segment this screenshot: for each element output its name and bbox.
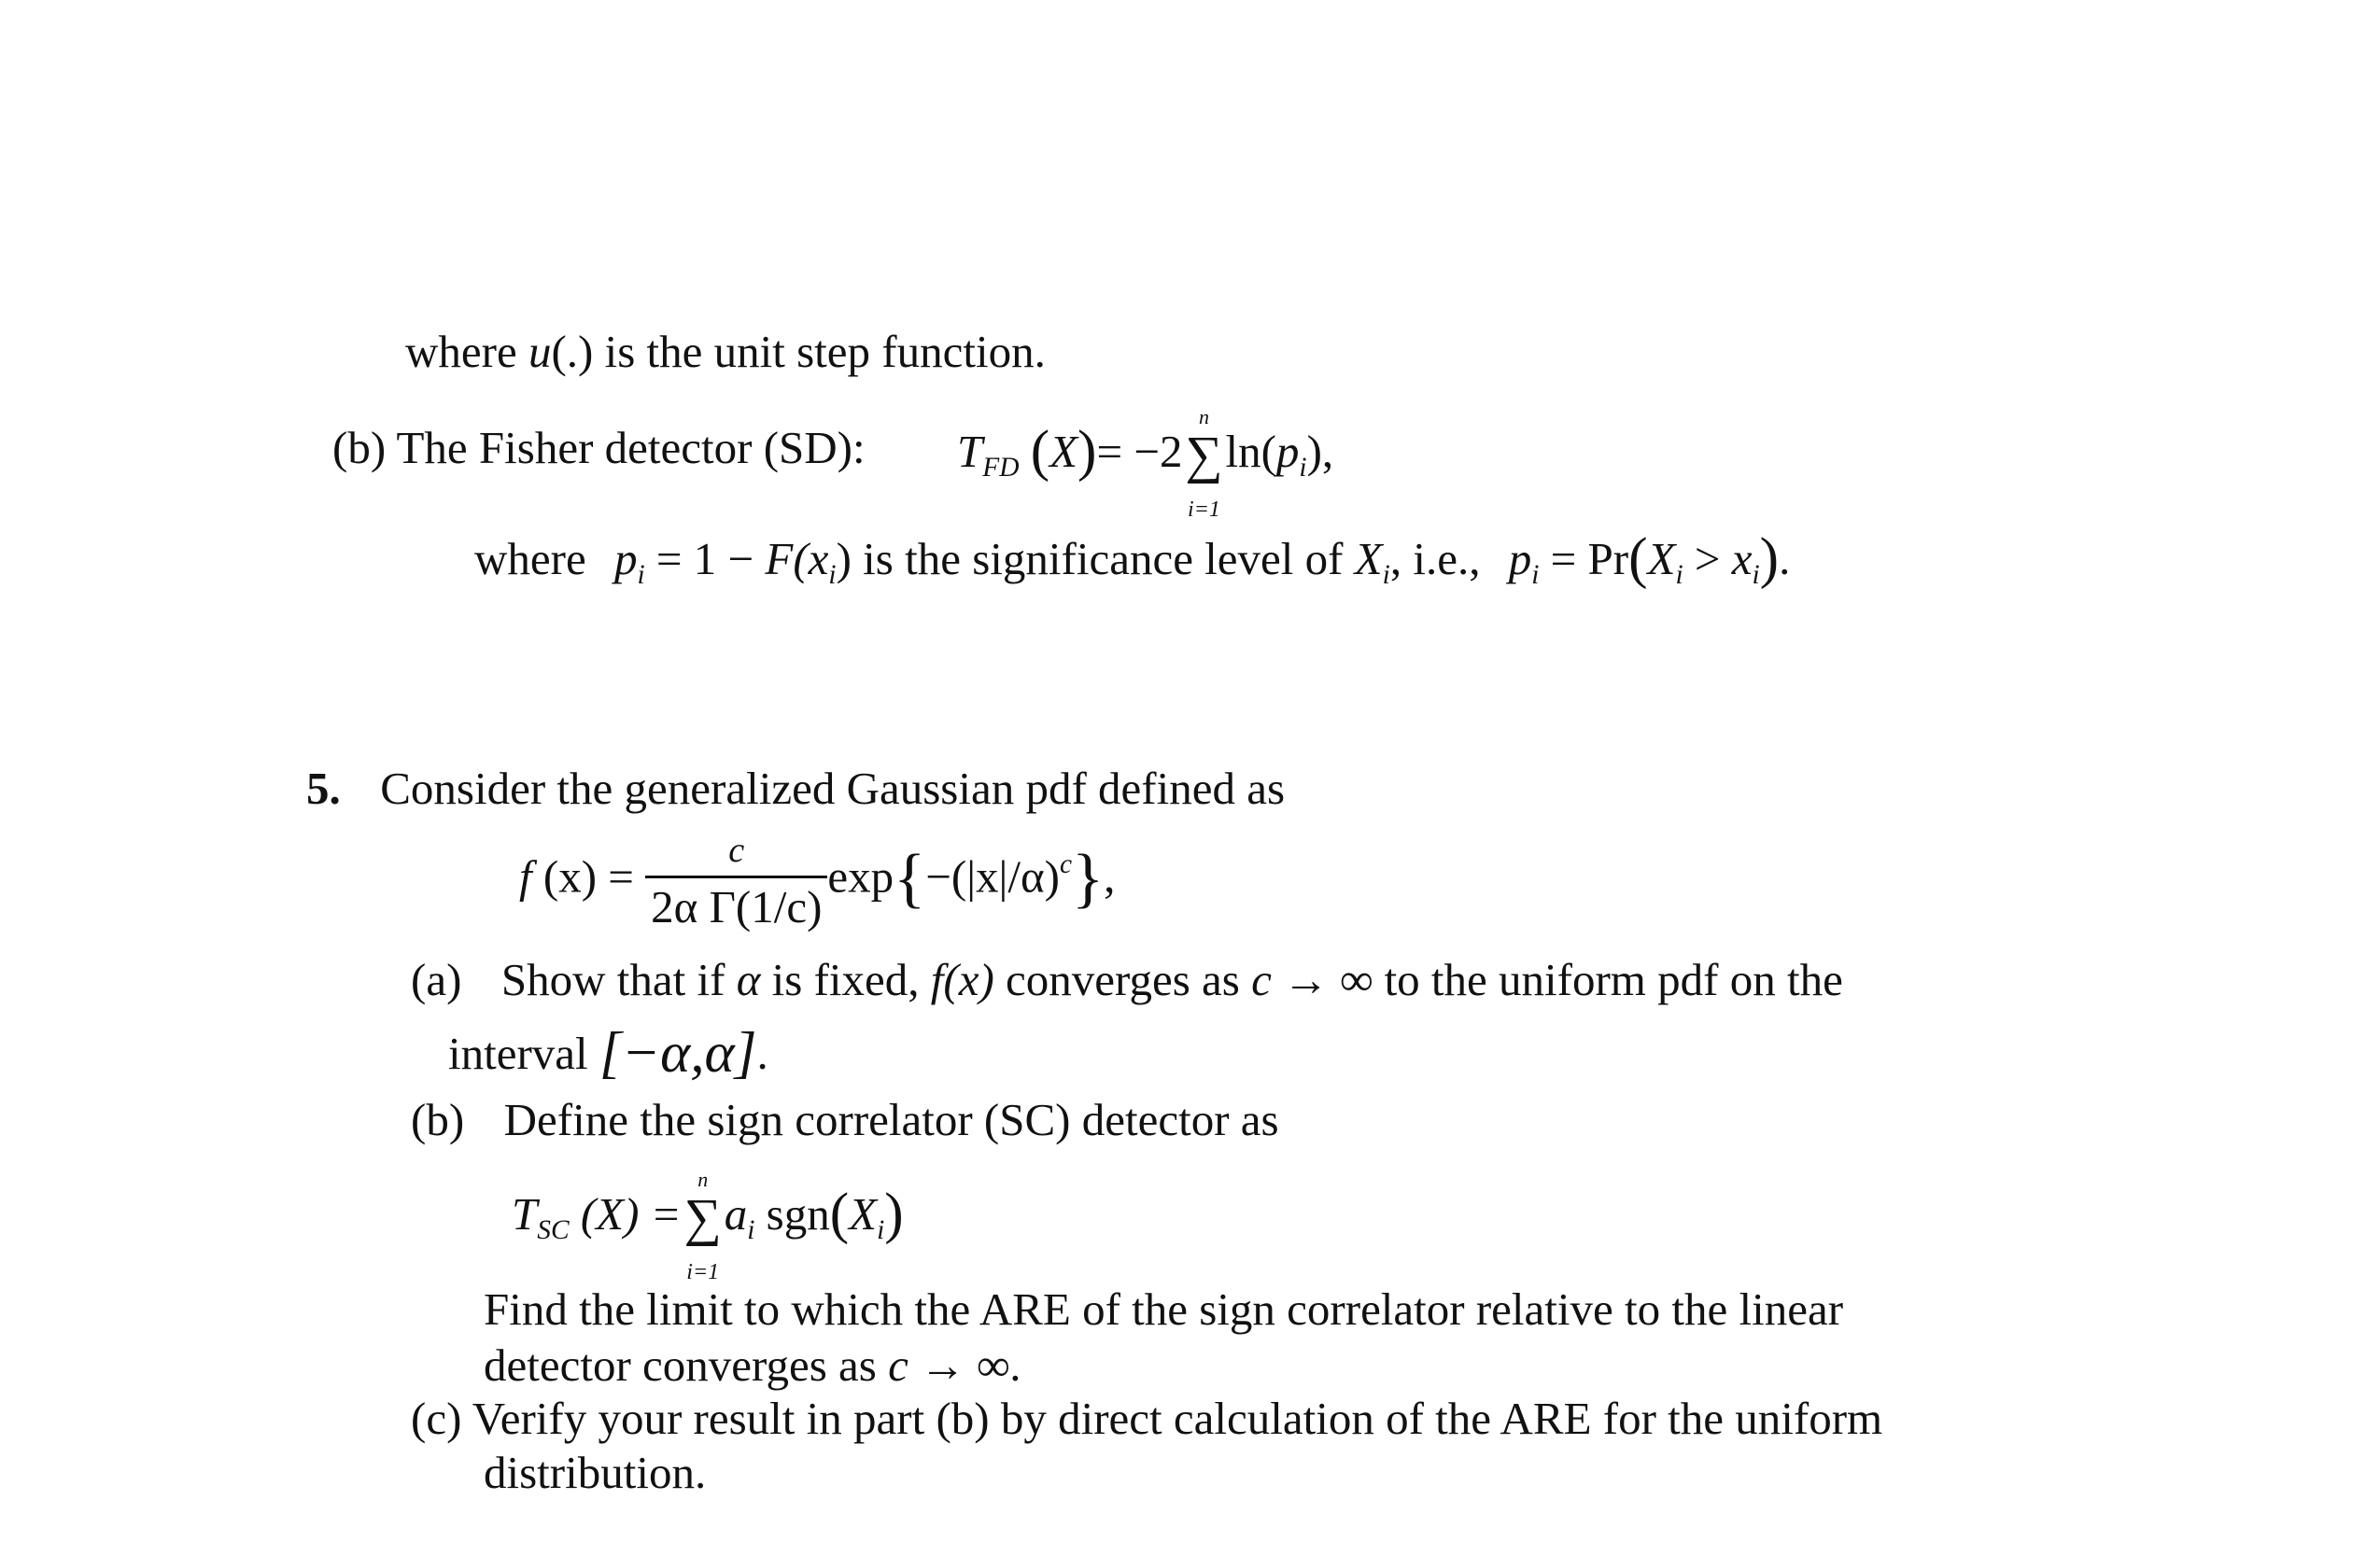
problem5-number: 5. bbox=[306, 763, 341, 814]
gg-f: f bbox=[519, 850, 532, 903]
part-a-alpha: α bbox=[736, 954, 761, 1005]
gg-fraction bbox=[645, 831, 827, 933]
part-a-line2: interval [−α,α]. bbox=[448, 1021, 768, 1085]
gg-den: 2α Γ(1/c) bbox=[651, 881, 823, 933]
part-a-fx: f(x) bbox=[930, 954, 994, 1005]
sc-sgn: sgn bbox=[754, 1187, 830, 1240]
gg-pdf-formula: f (x) = $\frac{c}{\text{2α Γ(1/c)}}$ $\exp\{-(|x|/\alpha)^c\}$, bbox=[519, 831, 1116, 933]
fw-F: F bbox=[765, 532, 794, 584]
fisher-T: T bbox=[957, 425, 983, 477]
part-a-lim: c → ∞ bbox=[1251, 954, 1373, 1005]
fw-eq2: = Pr bbox=[1550, 532, 1629, 584]
gg-exp: exp bbox=[827, 850, 894, 903]
gg-inner-sup: c bbox=[1059, 848, 1072, 879]
part-b-line1: (b) Define the sign correlator (SC) detector as bbox=[411, 1094, 1279, 1145]
problem5-intro-line bbox=[306, 763, 1286, 814]
sc-arg: (X) = bbox=[580, 1187, 682, 1240]
part-c-line2: distribution. bbox=[484, 1447, 707, 1498]
fisher-sum-top: n bbox=[1198, 404, 1209, 428]
gg-inner: −(|x|/α) bbox=[925, 850, 1060, 903]
part-c-line1: (c) Verify your result in part (b) by direct calculation of the ARE for the uniform bbox=[411, 1393, 1883, 1444]
fisher-ln: ln( bbox=[1225, 425, 1276, 477]
fisher-where-line: where $p_i = 1 - F(x_i)$ is the significance level of $X_i$, i.e., $p_i = Pr(X_i > x_i)$. bbox=[474, 526, 1791, 591]
part-b-label: (b) bbox=[411, 1094, 465, 1145]
sc-a: a bbox=[724, 1187, 748, 1240]
fisher-sum-bot: i=1 bbox=[1188, 498, 1220, 523]
fisher-arg: X bbox=[1049, 425, 1078, 477]
intro-rest: is the unit step function. bbox=[604, 326, 1046, 377]
intro-line bbox=[405, 326, 1046, 377]
part-b-find-line1: Find the limit to which the ARE of the sign correlator relative to the linear bbox=[484, 1283, 1844, 1335]
fisher-T-sub: FD bbox=[982, 453, 1020, 484]
fisher-sum: n ∑ i=1 bbox=[1182, 429, 1225, 482]
fisher-close: ), bbox=[1306, 425, 1334, 477]
fw-p: p bbox=[613, 532, 638, 584]
intro-u: u bbox=[528, 326, 552, 377]
fisher-label: (b) The Fisher detector (SD): bbox=[332, 422, 866, 473]
sc-formula: $T_{SC}$ (X) = n ∑ i=1 $a_i$ $sgn(X_i)$ bbox=[512, 1167, 904, 1285]
fisher-formula: $T_{FD}$ (X)= −2 n ∑ i=1 $\ln(p_i)$, bbox=[957, 404, 1334, 523]
sc-sum: n ∑ i=1 bbox=[683, 1167, 722, 1285]
fw-p2: p bbox=[1508, 532, 1532, 584]
fisher-p: p bbox=[1275, 425, 1300, 477]
part-a-interval: [−α,α] bbox=[599, 1021, 757, 1085]
part-a-line1: (a) Show that if α is fixed, f(x) converges as c → ∞ to the uniform pdf on the bbox=[411, 954, 1843, 1005]
fisher-eq: = −2 bbox=[1096, 425, 1183, 477]
sc-T-sub: SC bbox=[537, 1215, 570, 1246]
fw-mid: is the significance level of bbox=[863, 532, 1344, 584]
fw-where: where bbox=[474, 532, 586, 584]
part-c-label: (c) bbox=[411, 1393, 462, 1444]
sc-T: T bbox=[512, 1187, 538, 1240]
fw-eq: = 1 − bbox=[655, 532, 766, 584]
part-b-find-line2: detector converges as c → ∞. bbox=[484, 1339, 1021, 1391]
fisher-p-sub: i bbox=[1299, 453, 1307, 484]
gg-fx: (x) = bbox=[542, 850, 634, 903]
part-a-label: (a) bbox=[411, 954, 462, 1005]
fw-X: X bbox=[1354, 532, 1383, 584]
intro-where: where bbox=[405, 326, 517, 377]
intro-u-paren: (.) bbox=[551, 326, 594, 377]
gg-num: c bbox=[645, 833, 827, 878]
problem5-intro: Consider the generalized Gaussian pdf defined as bbox=[380, 763, 1286, 814]
fisher-line bbox=[332, 422, 866, 473]
